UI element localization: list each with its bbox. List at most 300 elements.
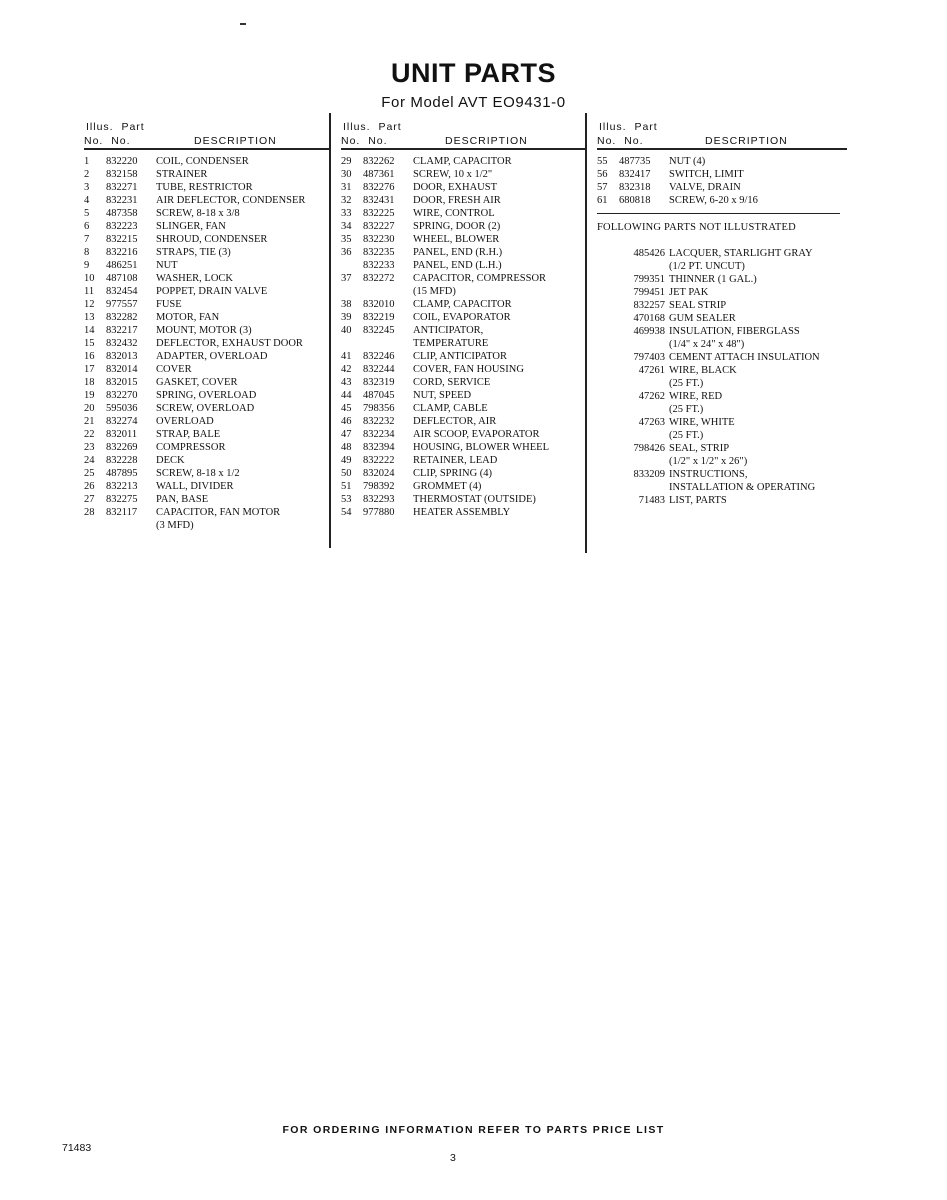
list-item — [597, 312, 847, 325]
illus-number: 45 — [341, 402, 352, 414]
part-description: DEFLECTOR, AIR — [413, 415, 497, 427]
part-number: 832431 — [363, 194, 395, 206]
illus-number — [341, 259, 363, 272]
page-title: UNIT PARTS — [391, 58, 556, 88]
illus-number: 7 — [84, 233, 90, 245]
list-item — [597, 390, 847, 403]
table-row — [84, 454, 329, 467]
part-description: (15 MFD) — [413, 285, 456, 297]
list-item — [597, 403, 847, 416]
no-label: No. — [368, 135, 388, 147]
illus-number: 6 — [84, 220, 90, 232]
no-label: No. — [84, 135, 104, 147]
column-divider-1 — [329, 113, 331, 548]
illus-number: 28 — [84, 506, 95, 518]
part-number: 832245 — [363, 324, 395, 336]
part-number: 832394 — [363, 441, 395, 453]
illus-number: 17 — [84, 363, 95, 375]
illus-number: 61 — [597, 194, 608, 206]
part-description: WIRE, BLACK — [669, 364, 737, 376]
part-description: SWITCH, LIMIT — [669, 168, 744, 180]
table-row — [341, 389, 586, 402]
part-number: 832235 — [363, 246, 395, 258]
table-row — [341, 246, 586, 259]
part-description: TUBE, RESTRICTOR — [156, 181, 253, 193]
no-label: No. — [111, 135, 131, 147]
list-item — [597, 481, 847, 494]
illus-number: 25 — [84, 467, 95, 479]
part-number: 832217 — [106, 324, 138, 336]
table-row — [341, 441, 586, 454]
list-item — [597, 351, 847, 364]
table-row — [84, 519, 329, 532]
table-row — [341, 207, 586, 220]
table-row — [597, 168, 847, 181]
part-description: STRAP, BALE — [156, 428, 221, 440]
part-number: 832233 — [363, 259, 395, 271]
part-number: 832158 — [106, 168, 138, 180]
table-row — [84, 350, 329, 363]
part-description: (1/2" x 1/2" x 26") — [669, 455, 748, 467]
not-illustrated-heading: FOLLOWING PARTS NOT ILLUSTRATED — [597, 221, 796, 233]
illus-number: 53 — [341, 493, 352, 505]
part-description: CLAMP, CAPACITOR — [413, 298, 512, 310]
table-row — [597, 194, 847, 207]
list-item — [597, 377, 847, 390]
part-number: 832225 — [363, 207, 395, 219]
part-description: LACQUER, STARLIGHT GRAY — [669, 247, 813, 259]
part-description: CORD, SERVICE — [413, 376, 491, 388]
illus-number: 27 — [84, 493, 95, 505]
table-row — [84, 259, 329, 272]
part-description: DOOR, EXHAUST — [413, 181, 497, 193]
illus-number: 16 — [84, 350, 95, 362]
part-number: 833209 — [633, 468, 665, 480]
table-row — [341, 337, 586, 350]
part-description: POPPET, DRAIN VALVE — [156, 285, 268, 297]
part-number: 832232 — [363, 415, 395, 427]
illus-number: 19 — [84, 389, 95, 401]
part-description: WHEEL, BLOWER — [413, 233, 500, 245]
parts-column-1 — [84, 118, 329, 532]
illus-number: 32 — [341, 194, 352, 206]
part-description: NUT — [156, 259, 178, 271]
table-row — [341, 220, 586, 233]
part-description: WIRE, WHITE — [669, 416, 735, 428]
illus-number: 36 — [341, 246, 352, 258]
part-number: 832220 — [106, 155, 138, 167]
part-number — [597, 377, 669, 390]
description-label: DESCRIPTION — [194, 135, 277, 147]
table-row — [84, 285, 329, 298]
no-label: No. — [624, 135, 644, 147]
illus-number: 33 — [341, 207, 352, 219]
part-number: 832024 — [363, 467, 395, 479]
table-row — [84, 207, 329, 220]
document-number: 71483 — [62, 1142, 92, 1154]
parts-column-2 — [341, 118, 586, 519]
illus-number — [341, 285, 363, 298]
part-number: 487358 — [106, 207, 138, 219]
list-item — [597, 416, 847, 429]
illus-number: 43 — [341, 376, 352, 388]
table-row — [84, 272, 329, 285]
part-number: 797403 — [633, 351, 665, 363]
part-description: NUT, SPEED — [413, 389, 472, 401]
illus-number: 10 — [84, 272, 95, 284]
part-number: 832318 — [619, 181, 651, 193]
part-description: DEFLECTOR, EXHAUST DOOR — [156, 337, 303, 349]
illus-label: Illus. — [343, 121, 371, 133]
illus-number: 2 — [84, 168, 90, 180]
header-rule — [597, 148, 847, 150]
table-row — [341, 493, 586, 506]
table-row — [84, 155, 329, 168]
illus-label: Illus. — [86, 121, 114, 133]
list-item — [597, 429, 847, 442]
part-number: 798426 — [633, 442, 665, 454]
table-row — [84, 324, 329, 337]
illus-number: 29 — [341, 155, 352, 167]
part-description: DECK — [156, 454, 185, 466]
part-description: PAN, BASE — [156, 493, 209, 505]
part-number: 832213 — [106, 480, 138, 492]
illus-number: 30 — [341, 168, 352, 180]
part-description: THINNER (1 GAL.) — [669, 273, 757, 285]
part-number — [597, 260, 669, 273]
illus-number: 23 — [84, 441, 95, 453]
part-number: 832231 — [106, 194, 138, 206]
part-number: 832246 — [363, 350, 395, 362]
part-description: GROMMET (4) — [413, 480, 482, 492]
column-header — [84, 118, 329, 148]
illus-number: 38 — [341, 298, 352, 310]
part-description: CEMENT ATTACH INSULATION — [669, 351, 820, 363]
part-description: (3 MFD) — [156, 519, 194, 531]
part-number: 832215 — [106, 233, 138, 245]
illus-label: Illus. — [599, 121, 627, 133]
part-number: 799451 — [633, 286, 665, 298]
illus-number: 5 — [84, 207, 90, 219]
illus-number: 14 — [84, 324, 95, 336]
part-number: 832275 — [106, 493, 138, 505]
part-description: COVER — [156, 363, 192, 375]
part-number: 832227 — [363, 220, 395, 232]
list-item — [597, 286, 847, 299]
table-row — [341, 272, 586, 285]
illus-number: 39 — [341, 311, 352, 323]
list-item — [597, 364, 847, 377]
part-description: INSTRUCTIONS, — [669, 468, 748, 480]
part-description: ANTICIPATOR, — [413, 324, 484, 336]
part-description: SCREW, 6-20 x 9/16 — [669, 194, 758, 206]
part-number — [363, 285, 413, 298]
part-number: 595036 — [106, 402, 138, 414]
part-number: 487045 — [363, 389, 395, 401]
illus-number: 48 — [341, 441, 352, 453]
part-number: 832222 — [363, 454, 395, 466]
part-number: 469938 — [633, 325, 665, 337]
part-description: MOUNT, MOTOR (3) — [156, 324, 252, 336]
part-description: (25 FT.) — [669, 377, 704, 389]
part-description: CLAMP, CAPACITOR — [413, 155, 512, 167]
part-description: COMPRESSOR — [156, 441, 226, 453]
part-description: STRAINER — [156, 168, 208, 180]
illus-number: 1 — [84, 155, 90, 167]
part-number: 487895 — [106, 467, 138, 479]
table-row — [84, 298, 329, 311]
part-number — [597, 429, 669, 442]
part-number: 832228 — [106, 454, 138, 466]
not-illustrated-list — [597, 247, 847, 507]
part-number: 832257 — [633, 299, 665, 311]
part-description: GUM SEALER — [669, 312, 736, 324]
part-description: WIRE, RED — [669, 390, 723, 402]
table-row — [341, 480, 586, 493]
table-row — [84, 415, 329, 428]
table-row — [341, 506, 586, 519]
column-header — [341, 118, 586, 148]
part-number: 47262 — [638, 390, 665, 402]
table-row — [84, 402, 329, 415]
part-number: 470168 — [633, 312, 665, 324]
part-number: 832262 — [363, 155, 395, 167]
column-header — [597, 118, 847, 148]
illus-number: 15 — [84, 337, 95, 349]
illus-number: 20 — [84, 402, 95, 414]
table-row — [84, 194, 329, 207]
table-row — [597, 155, 847, 168]
part-description: COVER, FAN HOUSING — [413, 363, 524, 375]
part-number: 487361 — [363, 168, 395, 180]
parts-list — [597, 155, 847, 207]
list-item — [597, 325, 847, 338]
illus-number: 41 — [341, 350, 352, 362]
part-description: NUT (4) — [669, 155, 706, 167]
part-description: DOOR, FRESH AIR — [413, 194, 501, 206]
part-description: WASHER, LOCK — [156, 272, 234, 284]
part-description: ADAPTER, OVERLOAD — [156, 350, 268, 362]
list-item — [597, 494, 847, 507]
illus-number: 8 — [84, 246, 90, 258]
table-row — [84, 428, 329, 441]
table-row — [341, 233, 586, 246]
table-row — [84, 246, 329, 259]
part-description: THERMOSTAT (OUTSIDE) — [413, 493, 536, 505]
table-row — [341, 311, 586, 324]
part-description: SHROUD, CONDENSER — [156, 233, 268, 245]
part-label: Part — [634, 121, 658, 133]
part-number: 832293 — [363, 493, 395, 505]
illus-number — [84, 519, 106, 532]
illus-number: 57 — [597, 181, 608, 193]
table-row — [341, 181, 586, 194]
list-item — [597, 455, 847, 468]
illus-number: 46 — [341, 415, 352, 427]
illus-number: 35 — [341, 233, 352, 245]
table-row — [341, 285, 586, 298]
table-row — [597, 181, 847, 194]
part-description: WIRE, CONTROL — [413, 207, 495, 219]
part-description: CLIP, SPRING (4) — [413, 467, 493, 479]
part-description: PANEL, END (L.H.) — [413, 259, 502, 271]
part-description: RETAINER, LEAD — [413, 454, 498, 466]
no-label: No. — [597, 135, 617, 147]
part-description: SCREW, 8-18 x 3/8 — [156, 207, 240, 219]
table-row — [341, 415, 586, 428]
part-number — [597, 455, 669, 468]
part-description: FUSE — [156, 298, 182, 310]
part-description: SEAL, STRIP — [669, 442, 730, 454]
list-item — [597, 273, 847, 286]
part-number: 47261 — [638, 364, 665, 376]
part-number: 832216 — [106, 246, 138, 258]
illus-number: 18 — [84, 376, 95, 388]
parts-column-3 — [597, 118, 847, 507]
illus-number: 3 — [84, 181, 90, 193]
table-row — [84, 506, 329, 519]
table-row — [84, 311, 329, 324]
part-number: 832432 — [106, 337, 138, 349]
ordering-footer: FOR ORDERING INFORMATION REFER TO PARTS PRICE LIST — [282, 1124, 665, 1136]
header-rule — [341, 148, 586, 150]
part-number: 832219 — [363, 311, 395, 323]
list-item — [597, 338, 847, 351]
illus-number: 40 — [341, 324, 352, 336]
header-rule — [84, 148, 329, 150]
part-number: 47263 — [638, 416, 665, 428]
part-number: 832417 — [619, 168, 651, 180]
part-description: CLIP, ANTICIPATOR — [413, 350, 507, 362]
part-number: 832272 — [363, 272, 395, 284]
table-row — [341, 350, 586, 363]
table-row — [84, 233, 329, 246]
table-row — [341, 324, 586, 337]
illus-number: 50 — [341, 467, 352, 479]
part-number: 832010 — [363, 298, 395, 310]
illus-number: 51 — [341, 480, 352, 492]
part-description: STRAPS, TIE (3) — [156, 246, 231, 258]
part-number: 487735 — [619, 155, 651, 167]
part-number: 832270 — [106, 389, 138, 401]
table-row — [341, 194, 586, 207]
part-description: JET PAK — [669, 286, 709, 298]
illus-number: 26 — [84, 480, 95, 492]
part-description: PANEL, END (R.H.) — [413, 246, 503, 258]
part-number — [597, 403, 669, 416]
illus-number: 47 — [341, 428, 352, 440]
model-subtitle: For Model AVT EO9431-0 — [381, 94, 566, 111]
part-number: 832276 — [363, 181, 395, 193]
part-description: WALL, DIVIDER — [156, 480, 234, 492]
table-row — [84, 337, 329, 350]
table-row — [341, 298, 586, 311]
part-description: (25 FT.) — [669, 429, 704, 441]
table-row — [341, 402, 586, 415]
section-rule — [597, 213, 840, 214]
part-description: COIL, CONDENSER — [156, 155, 249, 167]
illus-number: 34 — [341, 220, 352, 232]
part-number: 832014 — [106, 363, 138, 375]
illus-number: 22 — [84, 428, 95, 440]
illus-number — [341, 337, 363, 350]
part-number: 832274 — [106, 415, 138, 427]
part-description: SPRING, DOOR (2) — [413, 220, 501, 232]
table-row — [84, 467, 329, 480]
list-item — [597, 442, 847, 455]
illus-number: 55 — [597, 155, 608, 167]
illus-number: 12 — [84, 298, 95, 310]
table-row — [84, 220, 329, 233]
part-number: 798392 — [363, 480, 395, 492]
illus-number: 31 — [341, 181, 352, 193]
part-label: Part — [121, 121, 145, 133]
table-row — [84, 181, 329, 194]
part-description: SCREW, OVERLOAD — [156, 402, 255, 414]
table-row — [341, 168, 586, 181]
illus-number: 56 — [597, 168, 608, 180]
table-row — [84, 363, 329, 376]
part-description: COIL, EVAPORATOR — [413, 311, 511, 323]
part-description: (25 FT.) — [669, 403, 704, 415]
table-row — [341, 467, 586, 480]
part-description: CAPACITOR, COMPRESSOR — [413, 272, 547, 284]
list-item — [597, 299, 847, 312]
part-number: 832244 — [363, 363, 395, 375]
illus-number: 21 — [84, 415, 95, 427]
table-row — [84, 493, 329, 506]
part-number — [363, 337, 413, 350]
part-number: 832117 — [106, 506, 138, 518]
part-description: SCREW, 8-18 x 1/2 — [156, 467, 240, 479]
part-label: Part — [378, 121, 402, 133]
table-row — [341, 428, 586, 441]
no-label: No. — [341, 135, 361, 147]
part-number: 832234 — [363, 428, 395, 440]
table-row — [341, 259, 586, 272]
part-description: AIR SCOOP, EVAPORATOR — [413, 428, 540, 440]
description-label: DESCRIPTION — [445, 135, 528, 147]
illus-number: 54 — [341, 506, 352, 518]
part-number — [597, 338, 669, 351]
table-row — [84, 389, 329, 402]
part-description: SCREW, 10 x 1/2" — [413, 168, 493, 180]
part-number: 832013 — [106, 350, 138, 362]
part-number: 71483 — [638, 494, 665, 506]
part-description: HEATER ASSEMBLY — [413, 506, 511, 518]
part-number: 832271 — [106, 181, 138, 193]
part-number: 832319 — [363, 376, 395, 388]
part-number — [106, 519, 156, 532]
part-number: 832011 — [106, 428, 138, 440]
parts-list — [84, 155, 329, 532]
part-number: 680818 — [619, 194, 651, 206]
parts-list — [341, 155, 586, 519]
description-label: DESCRIPTION — [705, 135, 788, 147]
scan-speck — [240, 23, 246, 25]
part-description: HOUSING, BLOWER WHEEL — [413, 441, 549, 453]
illus-number: 42 — [341, 363, 352, 375]
list-item — [597, 468, 847, 481]
list-item — [597, 247, 847, 260]
part-description: CLAMP, CABLE — [413, 402, 488, 414]
illus-number: 11 — [84, 285, 95, 297]
table-row — [341, 363, 586, 376]
part-description: AIR DEFLECTOR, CONDENSER — [156, 194, 306, 206]
page-number: 3 — [450, 1152, 456, 1164]
table-row — [84, 480, 329, 493]
part-description: SLINGER, FAN — [156, 220, 226, 232]
